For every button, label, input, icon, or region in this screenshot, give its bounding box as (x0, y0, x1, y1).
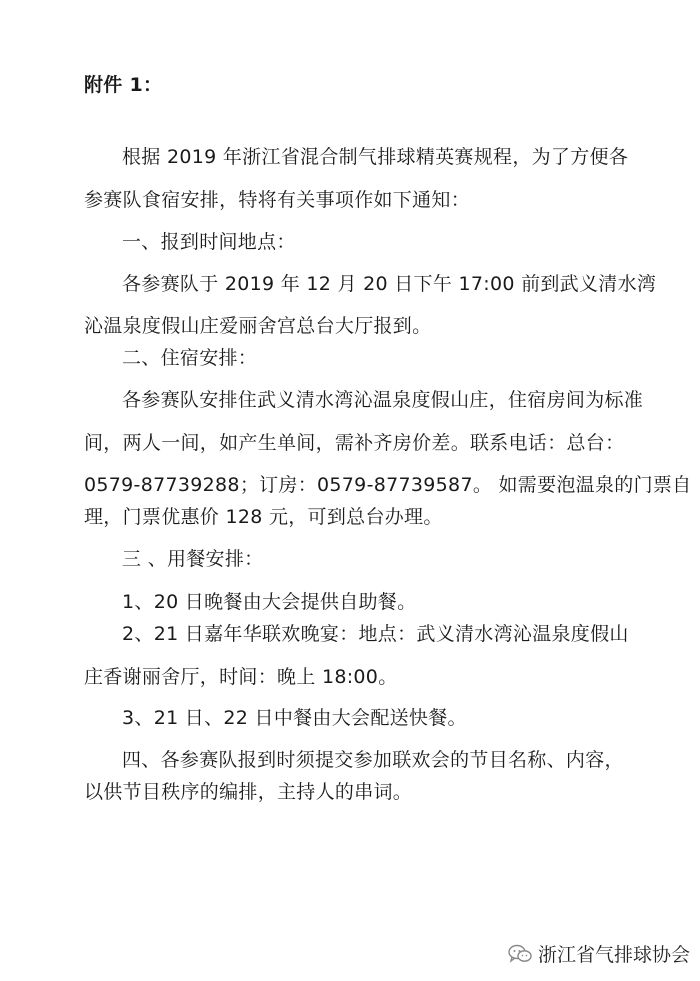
paragraph-line: 理，门票优惠价 128 元，可到总台办理。 (84, 506, 443, 528)
watermark-text: 浙江省气排球协会 (537, 944, 690, 966)
paragraph-line: 沁温泉度假山庄爱丽舍宫总台大厅报到。 (84, 315, 432, 337)
paragraph-line: 3、21 日、22 日中餐由大会配送快餐。 (122, 707, 467, 729)
attachment-heading: 附件 1： (84, 74, 163, 96)
paragraph-line: 根据 2019 年浙江省混合制气排球精英赛规程，为了方便各 (122, 146, 629, 168)
wechat-icon (508, 944, 532, 964)
paragraph-line: 参赛队食宿安排，特将有关事项作如下通知： (84, 189, 471, 211)
section-heading: 三 、用餐安排： (122, 548, 264, 570)
paragraph-line: 1、20 日晚餐由大会提供自助餐。 (122, 591, 417, 613)
paragraph-line: 四、各参赛队报到时须提交参加联欢会的节目名称、内容， (122, 749, 624, 771)
paragraph-line: 庄香谢丽舍厅，时间：晚上 18:00。 (84, 666, 398, 688)
paragraph-line: 间，两人一间，如产生单间，需补齐房价差。联系电话：总台： (84, 432, 625, 454)
paragraph-line: 各参赛队安排住武义清水湾沁温泉度假山庄，住宿房间为标准 (122, 389, 644, 411)
paragraph-line: 0579-87739288；订房：0579-87739587。 如需要泡温泉的门票自 (84, 474, 692, 496)
paragraph-line: 2、21 日嘉年华联欢晚宴：地点：武义清水湾沁温泉度假山 (122, 623, 629, 645)
paragraph-line: 各参赛队于 2019 年 12 月 20 日下午 17:00 前到武义清水湾 (122, 273, 657, 295)
section-heading: 一、报到时间地点： (122, 231, 296, 253)
source-watermark (508, 940, 690, 967)
paragraph-line: 以供节目秩序的编排，主持人的串词。 (84, 781, 413, 803)
section-heading: 二、住宿安排： (122, 347, 258, 369)
